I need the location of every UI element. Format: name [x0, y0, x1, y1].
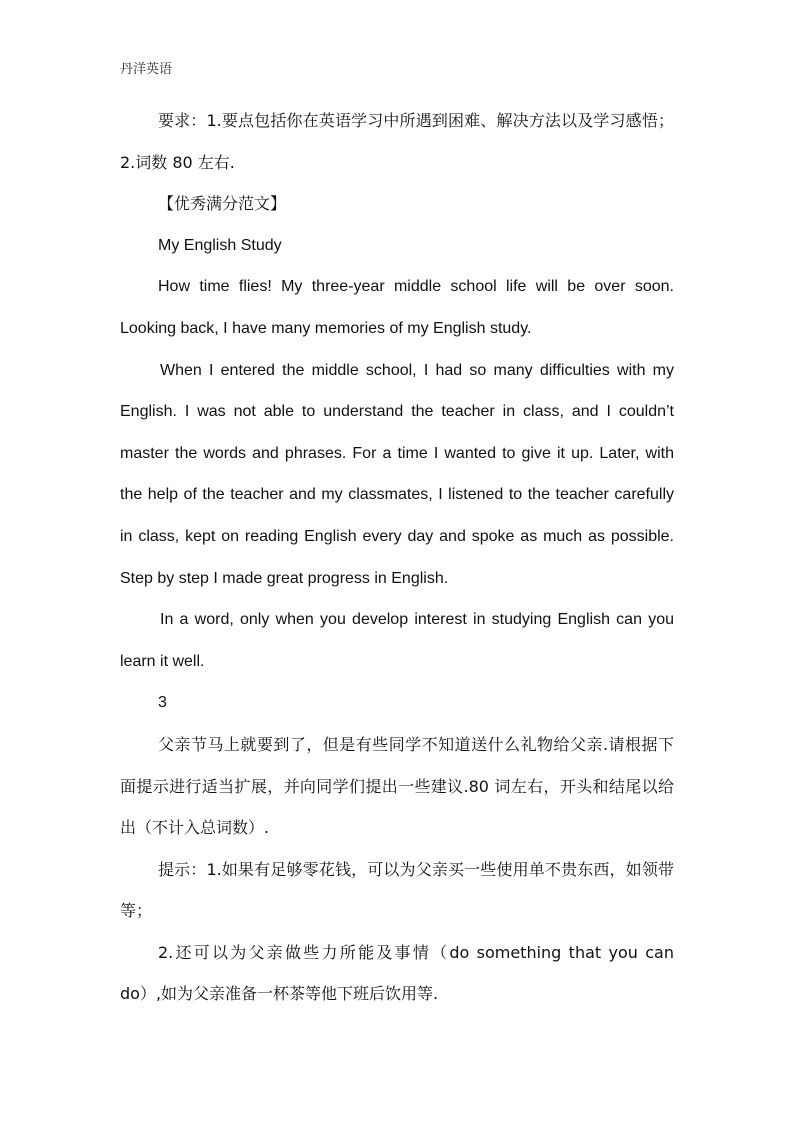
essay-paragraph-2: When I entered the middle school, I had so many difficulties with my English. I was not able to understand the teacher in class, and I couldn’t master the words and phrases. For a time I wanted to give it up. Later, with the help of the teacher and my classmates, I listened to the teacher carefully in class, kept on reading English every day and spoke as much as possible. Step by step I made great progress in English. [120, 361, 674, 587]
question-number: 3 [158, 694, 167, 712]
section-heading: 【优秀满分范文】 [158, 194, 287, 214]
hint-2-paragraph: 2.还可以为父亲做些力所能及事情（do something that you can do）,如为父亲准备一杯茶等他下班后饮用等. [120, 942, 674, 1004]
essay-paragraph-3: In a word, only when you develop interest in studying English can you learn it well. [120, 611, 674, 670]
prompt-paragraph: 父亲节马上就要到了，但是有些同学不知道送什么礼物给父亲.请根据下面提示进行适当扩展，并向同学们提出一些建议.80 词左右，开头和结尾以给出（不计入总词数）. [120, 734, 674, 838]
requirements-paragraph: 要求：1.要点包括你在英语学习中所遇到困难、解决方法以及学习感悟；2.词数 80 左右. [120, 111, 674, 172]
hint-1-paragraph: 提示：1.如果有足够零花钱，可以为父亲买一些使用单不贵东西，如领带等； [120, 859, 674, 921]
essay-title: My English Study [158, 236, 282, 254]
essay-paragraph-1: How time flies! My three-year middle school life will be over soon. Looking back, I have many memories of my English study. [120, 278, 674, 337]
document-body [120, 100, 674, 1015]
header-text: 丹洋英语 [120, 62, 173, 77]
